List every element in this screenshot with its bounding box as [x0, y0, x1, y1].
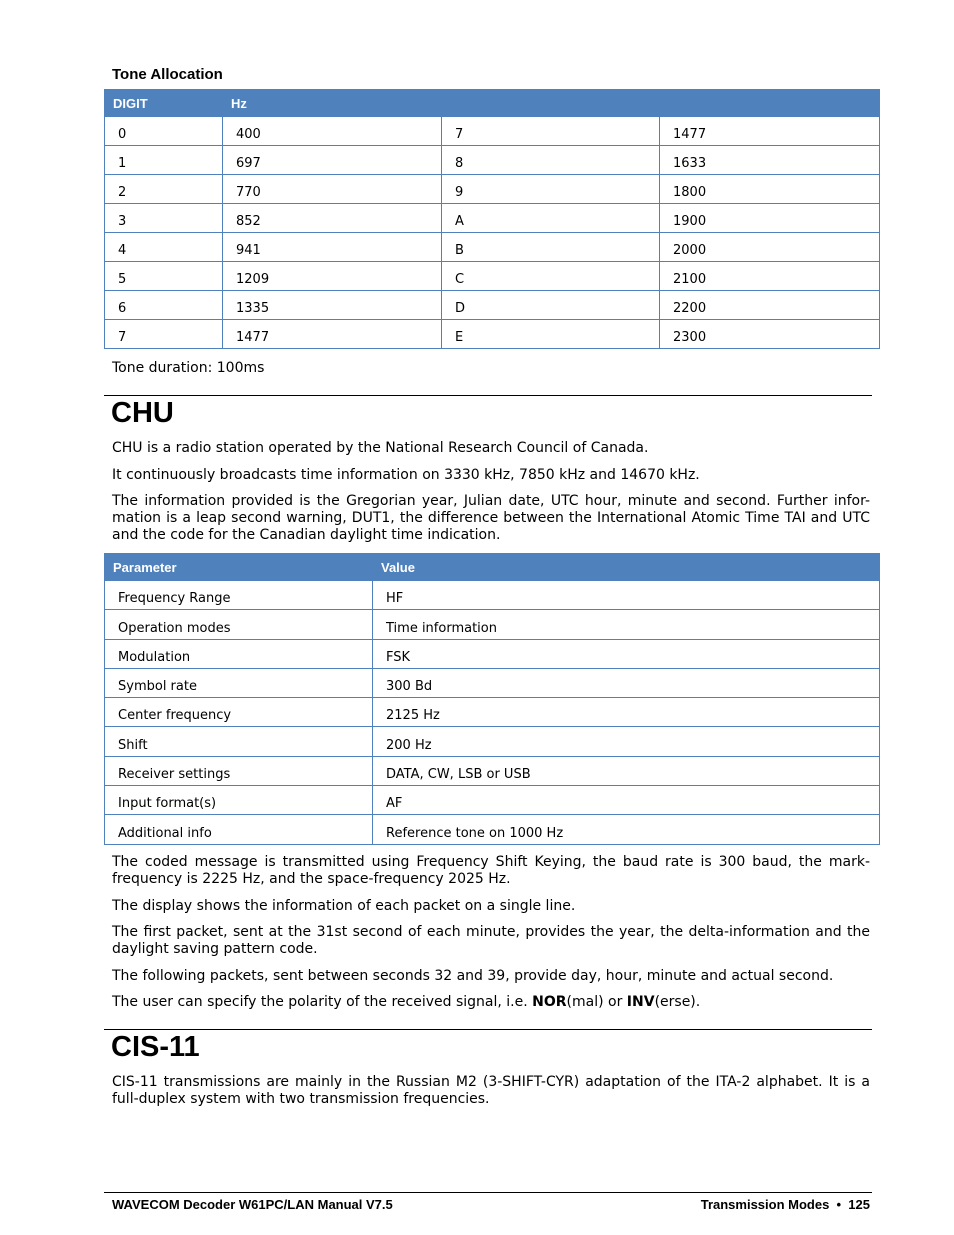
- table-row: [105, 146, 880, 175]
- value-cell: FSK: [373, 639, 880, 668]
- table-row: [105, 815, 880, 844]
- table-row: [105, 668, 880, 697]
- table-row: [105, 320, 880, 349]
- value-cell: 200 Hz: [373, 727, 880, 756]
- table-row: [105, 581, 880, 610]
- table-cell: 770: [223, 175, 442, 204]
- footer-left: WAVECOM Decoder W61PC/LAN Manual V7.5: [112, 1197, 393, 1212]
- table-cell: 697: [223, 146, 442, 175]
- chu-heading: CHU: [111, 397, 174, 429]
- table-row: [105, 727, 880, 756]
- tone-allocation-title: Tone Allocation: [112, 66, 223, 83]
- header-value: Value: [373, 554, 880, 581]
- table-header-row: [105, 554, 880, 581]
- table-cell: 2: [105, 175, 223, 204]
- table-cell: 7: [105, 320, 223, 349]
- table-row: [105, 756, 880, 785]
- value-cell: HF: [373, 581, 880, 610]
- table-row: [105, 175, 880, 204]
- table-row: [105, 291, 880, 320]
- chu-parameter-table: [104, 553, 880, 845]
- table-cell: 1800: [660, 175, 880, 204]
- tone-duration: Tone duration: 100ms: [112, 360, 265, 376]
- table-cell: 3: [105, 204, 223, 233]
- table-cell: 8: [442, 146, 660, 175]
- table-cell: A: [442, 204, 660, 233]
- table-row: [105, 610, 880, 639]
- table-cell: 0: [105, 117, 223, 146]
- polarity-nor: NOR: [532, 994, 567, 1010]
- table-row: [105, 639, 880, 668]
- header-parameter: Parameter: [105, 554, 373, 581]
- table-cell: 1: [105, 146, 223, 175]
- parameter-cell: Frequency Range: [105, 581, 373, 610]
- table-cell: E: [442, 320, 660, 349]
- cis11-heading: CIS-11: [111, 1031, 200, 1063]
- cis11-paragraph: CIS-11 transmissions are mainly in the Russian M2 (3-SHIFT-CYR) adaptation of the ITA-2 alphabet. It is a full-duplex system with two transmission frequencies.: [112, 1074, 870, 1107]
- value-cell: 300 Bd: [373, 668, 880, 697]
- value-cell: Reference tone on 1000 Hz: [373, 815, 880, 844]
- value-cell: AF: [373, 786, 880, 815]
- table-row: [105, 204, 880, 233]
- parameter-cell: Modulation: [105, 639, 373, 668]
- value-cell: DATA, CW, LSB or USB: [373, 756, 880, 785]
- parameter-cell: Receiver settings: [105, 756, 373, 785]
- parameter-cell: Operation modes: [105, 610, 373, 639]
- table-cell: 9: [442, 175, 660, 204]
- chu-paragraph: The following packets, sent between seconds 32 and 39, provide day, hour, minute and actual second.: [112, 968, 834, 984]
- table-cell: 1633: [660, 146, 880, 175]
- table-cell: 5: [105, 262, 223, 291]
- chu-paragraph: The information provided is the Gregorian year, Julian date, UTC hour, minute and second. Further infor-mation is a leap second warning, DUT1, the difference between the International Atomic Time TAI and UTC and the code for the Canadian daylight time indication.: [112, 493, 870, 543]
- parameter-cell: Center frequency: [105, 698, 373, 727]
- table-row: [105, 117, 880, 146]
- table-cell: 7: [442, 117, 660, 146]
- table-cell: 1477: [223, 320, 442, 349]
- table-cell: C: [442, 262, 660, 291]
- polarity-text: The user can specify the polarity of the received signal, i.e.: [112, 994, 533, 1010]
- table-row: [105, 786, 880, 815]
- chu-paragraph: It continuously broadcasts time information on 3330 kHz, 7850 kHz and 14670 kHz.: [112, 467, 700, 483]
- parameter-cell: Shift: [105, 727, 373, 756]
- table-row: [105, 698, 880, 727]
- table-cell: 1335: [223, 291, 442, 320]
- table-cell: 4: [105, 233, 223, 262]
- section-divider: [104, 1029, 872, 1030]
- parameter-cell: Additional info: [105, 815, 373, 844]
- chu-paragraph: The display shows the information of each packet on a single line.: [112, 898, 576, 914]
- table-cell: 1209: [223, 262, 442, 291]
- table-cell: 2000: [660, 233, 880, 262]
- table-header-row: [105, 90, 880, 117]
- table-cell: 2200: [660, 291, 880, 320]
- table-cell: D: [442, 291, 660, 320]
- table-cell: 852: [223, 204, 442, 233]
- polarity-paragraph: [112, 994, 870, 1011]
- parameter-cell: Input format(s): [105, 786, 373, 815]
- header-hz: Hz: [223, 90, 880, 117]
- value-cell: Time information: [373, 610, 880, 639]
- table-cell: B: [442, 233, 660, 262]
- footer-right: Transmission Modes • 125: [700, 1197, 870, 1212]
- value-cell: 2125 Hz: [373, 698, 880, 727]
- table-cell: 941: [223, 233, 442, 262]
- chu-paragraph: The first packet, sent at the 31st second of each minute, provides the year, the delta-information and the daylight saving pattern code.: [112, 924, 870, 957]
- tone-allocation-table: [104, 89, 880, 349]
- polarity-text: (mal) or: [566, 994, 627, 1010]
- section-divider: [104, 395, 872, 396]
- polarity-text: (erse).: [654, 994, 701, 1010]
- table-row: [105, 233, 880, 262]
- polarity-inv: INV: [626, 994, 655, 1010]
- table-cell: 1477: [660, 117, 880, 146]
- table-cell: 2100: [660, 262, 880, 291]
- footer-divider: [104, 1192, 872, 1193]
- parameter-cell: Symbol rate: [105, 668, 373, 697]
- table-cell: 6: [105, 291, 223, 320]
- table-row: [105, 262, 880, 291]
- table-cell: 400: [223, 117, 442, 146]
- table-cell: 2300: [660, 320, 880, 349]
- header-digit: DIGIT: [105, 90, 223, 117]
- table-cell: 1900: [660, 204, 880, 233]
- chu-paragraph: The coded message is transmitted using Frequency Shift Keying, the baud rate is 300 baud, the mark-frequency is 2225 Hz, and the space-frequency 2025 Hz.: [112, 854, 870, 887]
- chu-paragraph: CHU is a radio station operated by the National Research Council of Canada.: [112, 440, 649, 456]
